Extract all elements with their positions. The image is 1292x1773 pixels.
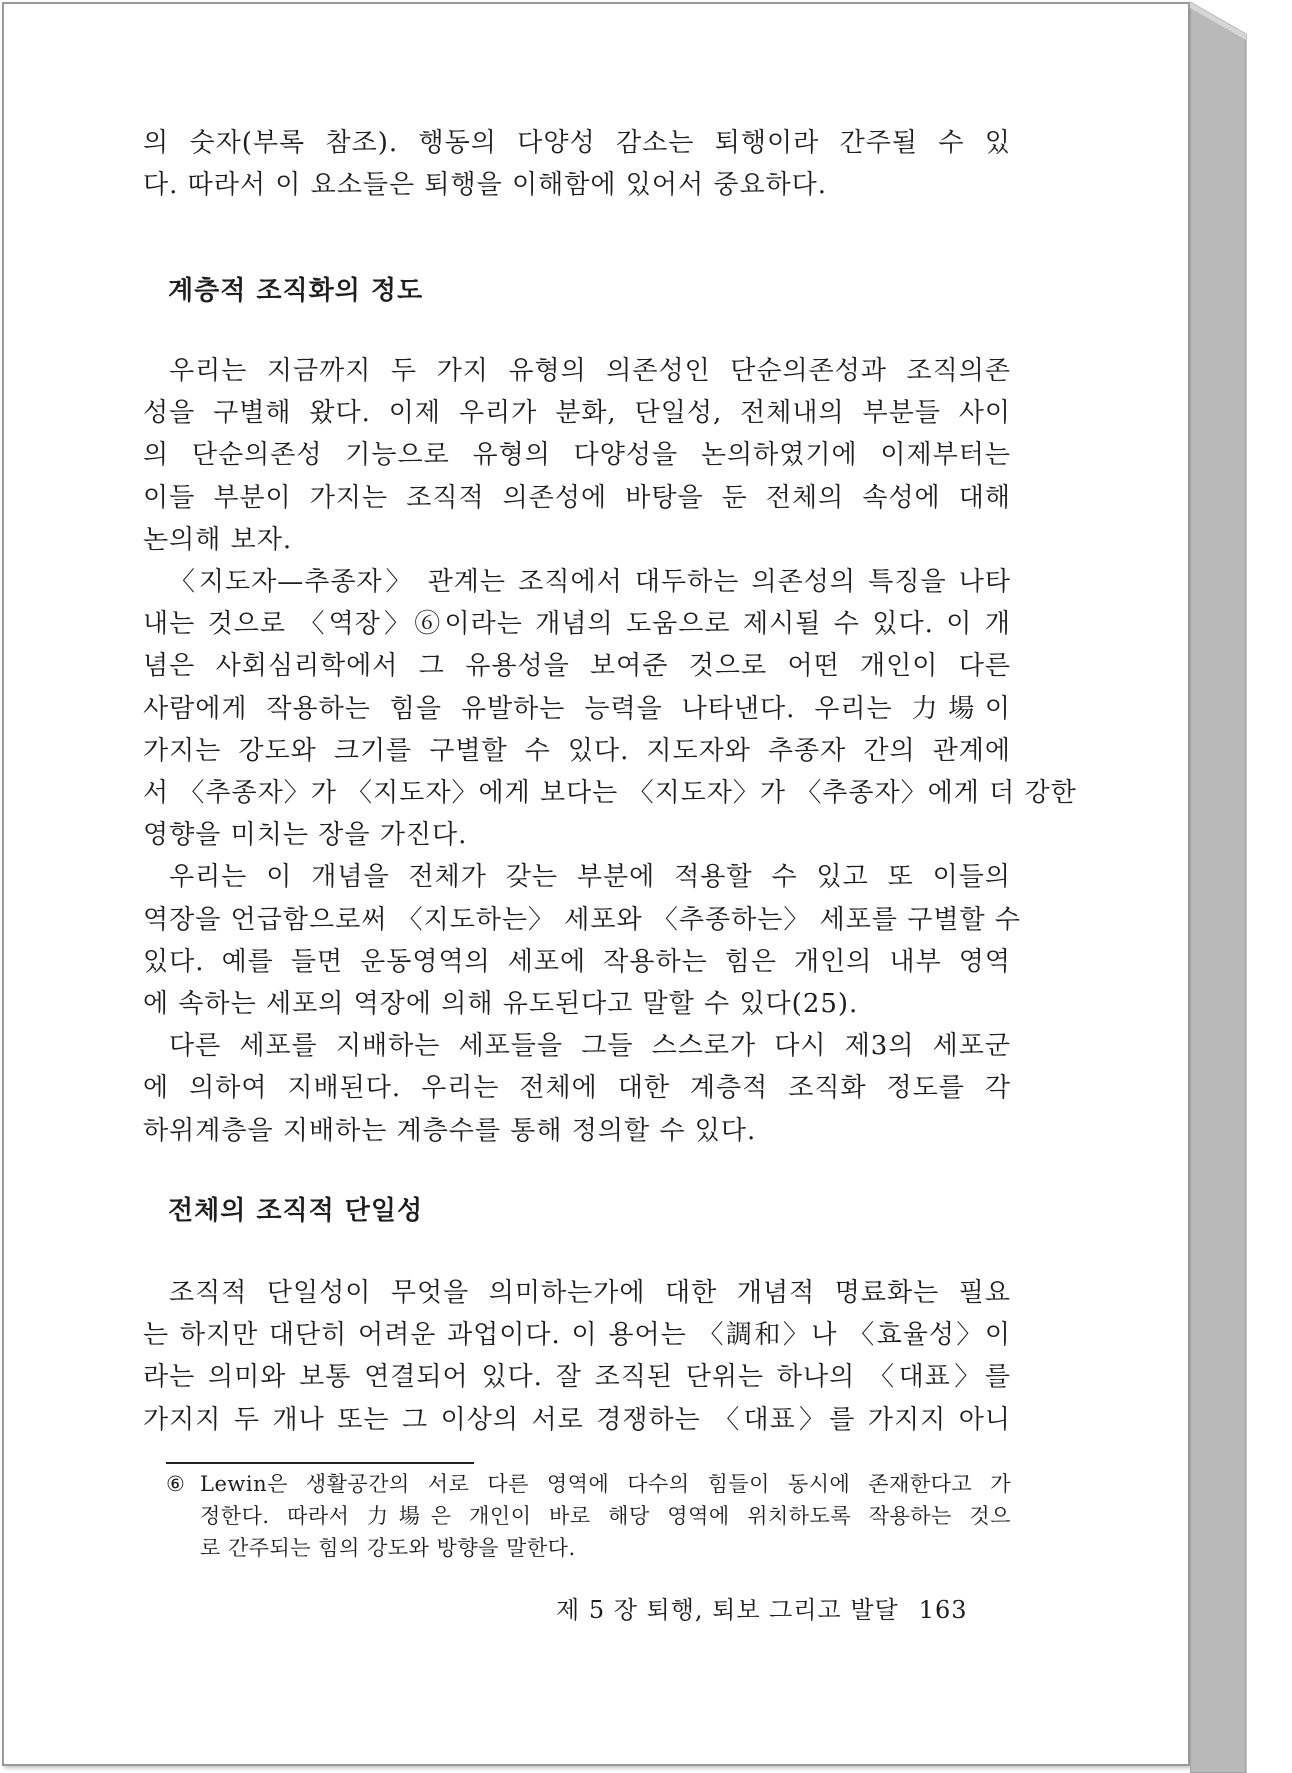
book-thickness-edge (1190, 0, 1292, 1773)
page-number: 163 (918, 1596, 968, 1624)
footnote-marker: ⑥ (166, 1472, 186, 1496)
text-line: 하위계층을 지배하는 계층수를 통해 정의할 수 있다. (143, 1115, 757, 1146)
text-line: 이들 부분이 가지는 조직적 의존성에 바탕을 둔 전체의 속성에 대해 (143, 482, 1011, 513)
text-line: 서 〈추종자〉가 〈지도자〉에게 보다는 〈지도자〉가 〈추종자〉에게 더 강한 (143, 778, 1077, 809)
text-line: 내는 것으로 〈역장〉⑥이라는 개념의 도움으로 제시될 수 있다. 이 개 (143, 609, 1011, 640)
text-line: 다른 세포를 지배하는 세포들을 그들 스스로가 다시 제3의 세포군 (169, 1031, 1011, 1062)
text-line: 념은 사회심리학에서 그 유용성을 보여준 것으로 어떤 개인이 다른 (143, 651, 1011, 682)
section-heading: 계층적 조직화의 정도 (168, 276, 424, 306)
footnote-line: Lewin은 생활공간의 서로 다른 영역에 다수의 힘들이 동시에 존재한다고 가 (200, 1472, 1011, 1496)
text-line: 있다. 예를 들면 운동영역의 세포에 작용하는 힘은 개인의 내부 영역 (143, 946, 1011, 977)
text-line: 조직적 단일성이 무엇을 의미하는가에 대한 개념적 명료화는 필요 (169, 1278, 1011, 1308)
text-line: 의 단순의존성 기능으로 유형의 다양성을 논의하였기에 이제부터는 (143, 440, 1011, 471)
text-line: 역장을 언급함으로써 〈지도하는〉 세포와 〈추종하는〉 세포를 구별할 수 (143, 904, 1021, 935)
section-body (143, 1272, 1011, 1441)
section-body (143, 350, 1077, 1152)
text-line: 성을 구별해 왔다. 이제 우리가 분화, 단일성, 전체내의 부분들 사이 (143, 398, 1011, 429)
text-line: 에 속하는 세포의 역장에 의해 유도된다고 말할 수 있다(25). (143, 989, 859, 1020)
text-line: 가지지 두 개나 또는 그 이상의 서로 경쟁하는 〈대표〉를 가지지 아니 (143, 1404, 1011, 1435)
text-line: 는 하지만 대단히 어려운 과업이다. 이 용어는 〈調和〉나 〈효율성〉이 (143, 1320, 1011, 1351)
text-line: 의 숫자(부록 참조). 행동의 다양성 감소는 퇴행이라 간주될 수 있 (143, 128, 1011, 158)
footnote-line: 로 간주되는 힘의 강도와 방향을 말한다. (200, 1536, 576, 1560)
text-line: 사람에게 작용하는 힘을 유발하는 능력을 나타낸다. 우리는 力場이 (143, 693, 1011, 724)
chapter-title: 제 5 장 퇴행, 퇴보 그리고 발달 (556, 1596, 899, 1624)
footnote-divider (166, 1462, 474, 1464)
footnote-line: 정한다. 따라서 力場은 개인이 바로 해당 영역에 위치하도록 작용하는 것으 (200, 1504, 1011, 1528)
text-line: 영향을 미치는 장을 가진다. (143, 820, 468, 851)
text-line: 논의해 보자. (143, 524, 293, 555)
text-line: 우리는 지금까지 두 가지 유형의 의존성인 단순의존성과 조직의존 (169, 356, 1011, 386)
text-line: 〈지도자—추종자〉 관계는 조직에서 대두하는 의존성의 특징을 나타 (169, 567, 1011, 598)
text-line: 가지는 강도와 크기를 구별할 수 있다. 지도자와 추종자 간의 관계에 (143, 735, 1011, 766)
text-line: 라는 의미와 보통 연결되어 있다. 잘 조직된 단위는 하나의 〈대표〉를 (143, 1362, 1011, 1393)
footnote-body (200, 1468, 1011, 1564)
section-heading: 전체의 조직적 단일성 (168, 1196, 424, 1226)
text-line: 다. 따라서 이 요소들은 퇴행을 이해함에 있어서 중요하다. (143, 170, 828, 201)
carry-over-paragraph (143, 122, 1011, 206)
footnote (166, 1468, 1011, 1564)
running-footer (556, 1590, 968, 1625)
text-line: 우리는 이 개념을 전체가 갖는 부분에 적용할 수 있고 또 이들의 (169, 862, 1011, 893)
text-line: 에 의하여 지배된다. 우리는 전체에 대한 계층적 조직화 정도를 각 (143, 1073, 1011, 1104)
